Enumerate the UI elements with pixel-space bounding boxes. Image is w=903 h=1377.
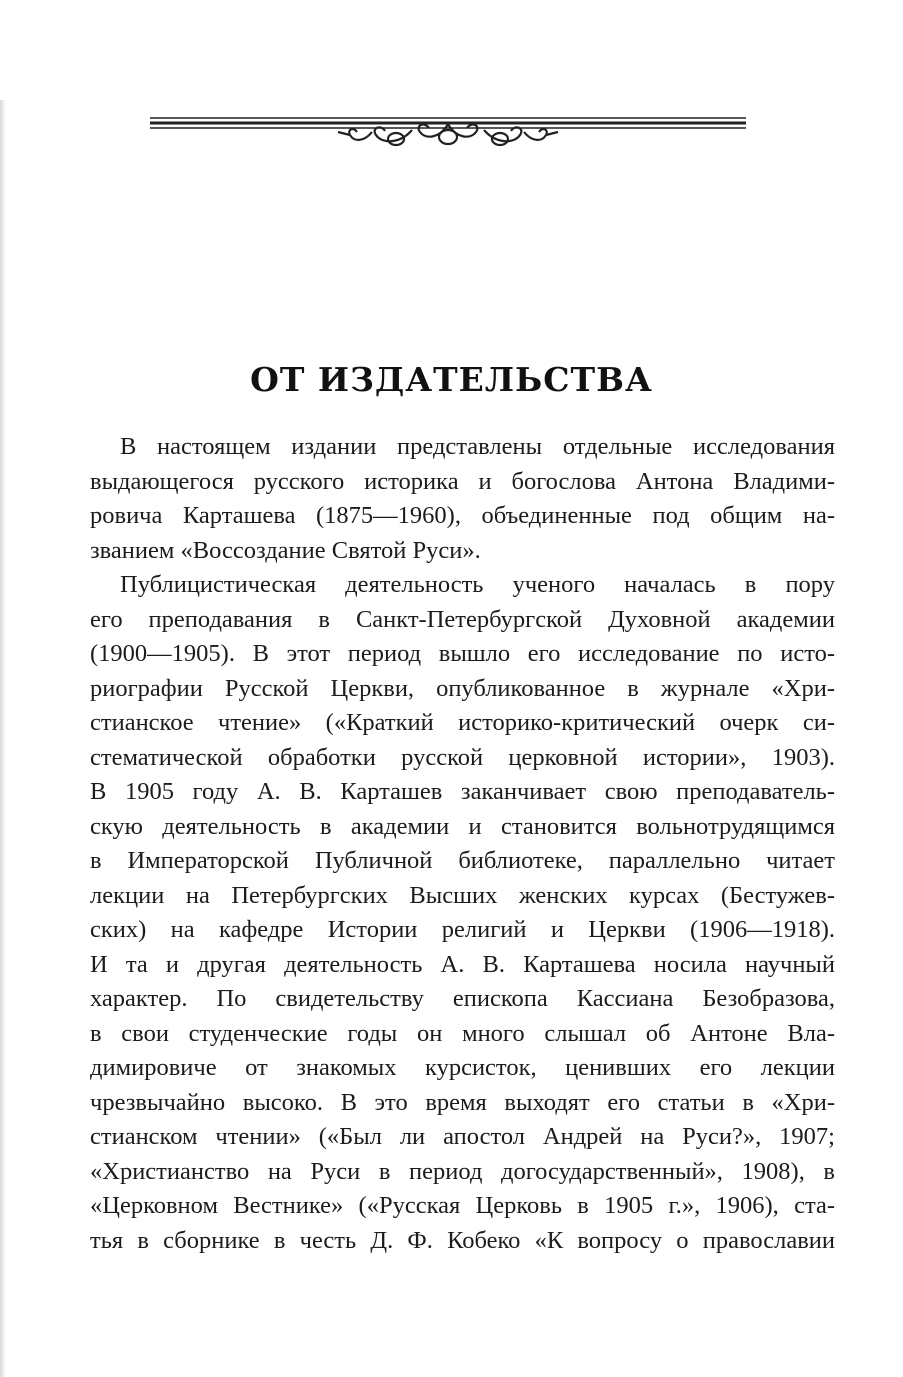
text-line: его преподавания в Санкт-Петербургской Духовной академии <box>90 605 835 633</box>
page-edge-shadow <box>0 100 6 1377</box>
text-line: В 1905 году А. В. Карташев заканчивает свою преподаватель- <box>90 778 835 805</box>
text-line: тья в сборнике в честь Д. Ф. Кобеко «К вопросу о православии <box>90 1226 835 1254</box>
text-line: «Христианство на Руси в период догосударственный», 1908), в <box>90 1157 835 1185</box>
text-line: ских) на кафедре Истории религий и Церкви (1906—1918). <box>90 916 835 943</box>
text-line: риографии Русской Церкви, опубликованное в журнале «Хри- <box>90 674 835 702</box>
text-line: в Императорской Публичной библиотеке, параллельно читает <box>90 847 835 874</box>
text-line: в свои студенческие годы он много слышал об Антоне Вла- <box>90 1019 835 1047</box>
text-line: стианском чтении» («Был ли апостол Андрей на Руси?», 1907; <box>90 1123 835 1150</box>
text-line: чрезвычайно высоко. В это время выходят его статьи в «Хри- <box>90 1088 835 1116</box>
page-title: ОТ ИЗДАТЕЛЬСТВА <box>250 360 653 399</box>
text-line: «Церковном Вестнике» («Русская Церковь в 1905 г.», 1906), ста- <box>90 1192 835 1219</box>
text-line: (1900—1905). В этот период вышло его исследование по исто- <box>90 640 835 667</box>
paragraph <box>90 568 835 1258</box>
text-line: И та и другая деятельность А. В. Карташева носила научный <box>90 950 835 978</box>
text-line: Публицистическая деятельность ученого началась в пору <box>120 571 835 598</box>
text-line: стематической обработки русской церковной истории», 1903). <box>90 743 835 771</box>
paragraph <box>90 430 835 568</box>
text-line: лекции на Петербургских Высших женских курсах (Бестужев- <box>90 881 835 909</box>
text-line: стианское чтение» («Краткий историко-критический очерк си- <box>90 709 835 736</box>
text-line: ровича Карташева (1875—1960), объединенные под общим на- <box>90 502 835 529</box>
text-line: скую деятельность в академии и становится вольнотрудящимся <box>90 812 835 840</box>
text-line: выдающегося русского историка и богослова Антона Владими- <box>90 467 835 495</box>
text-line: димировиче от знакомых курсисток, ценивших его лекции <box>90 1054 835 1081</box>
text-line: званием «Воссоздание Святой Руси». <box>90 536 481 564</box>
body-text <box>90 430 835 1258</box>
text-line: характер. По свидетельству епископа Кассиана Безобразова, <box>90 985 835 1012</box>
decorative-headpiece <box>150 108 746 152</box>
text-line: В настоящем издании представлены отдельные исследования <box>120 433 835 460</box>
